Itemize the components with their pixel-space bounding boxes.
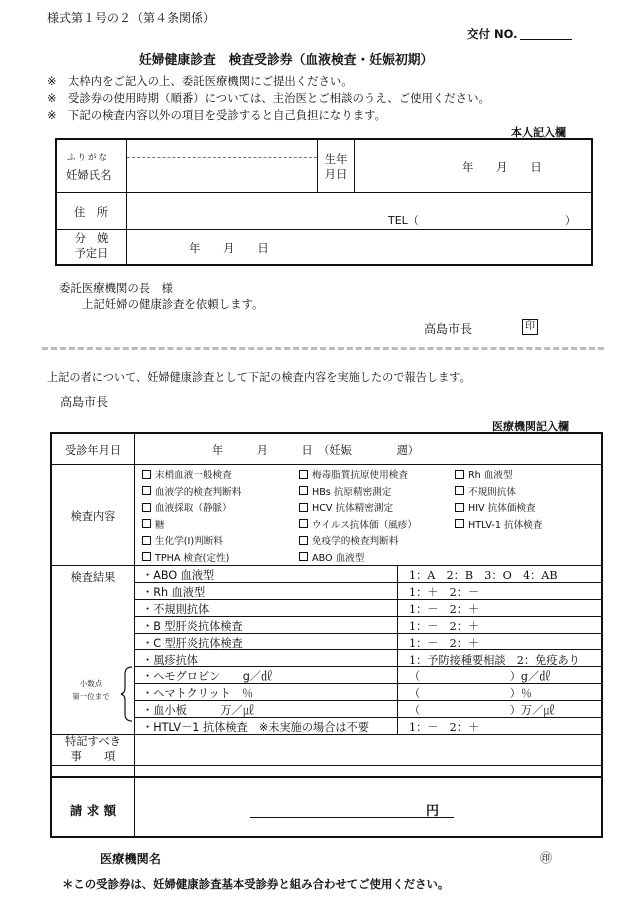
birth-label: 生年 月日 [324, 152, 348, 181]
request-to: 委託医療機関の長 様 [59, 281, 173, 295]
checkbox-icon[interactable] [455, 519, 464, 528]
visit-date-label: 受診年月日 [65, 444, 121, 457]
result-options[interactable]: （ ）％ [409, 687, 533, 701]
result-name: ・Rh 血液型 [142, 585, 206, 599]
address-label: 住 所 [74, 205, 109, 219]
billing-amount-field[interactable] [250, 817, 454, 818]
issue-no-line[interactable] [520, 39, 572, 40]
checkbox-icon[interactable] [455, 470, 464, 479]
result-name: ・風疹抗体 [142, 653, 198, 667]
checkbox-item[interactable] [455, 499, 542, 516]
request-body: 上記妊婦の健康診査を依頼します。 [82, 297, 264, 311]
name-label: 妊婦氏名 [66, 168, 112, 182]
checkbox-label: HTLV-1 抗体検査 [468, 519, 543, 531]
result-name: ・B 型肝炎抗体検査 [142, 619, 243, 633]
checkbox-label: 糖 [155, 519, 165, 531]
due-date-label: 分 娩 予定日 [74, 232, 109, 260]
yen-label: 円 [426, 804, 440, 819]
seal-icon: 印 [522, 319, 538, 335]
issue-no-label: 交付 NO. [467, 27, 518, 41]
page-title: 妊婦健康診査 検査受診券（血液検査・妊娠初期） [139, 53, 434, 68]
results-label: 検査結果 [70, 571, 116, 584]
result-options[interactable]: （ ）g／㎗ [409, 670, 551, 684]
result-name: ・ヘモグロビン g／㎗ [142, 670, 273, 684]
note-3: ※ 下記の検査内容以外の項目を受診すると自己負担になります。 [47, 108, 386, 122]
result-options[interactable]: （ ）万／㎕ [409, 704, 555, 718]
result-options[interactable]: 1：－ 2：＋ [409, 721, 480, 735]
tel-close: ） [565, 214, 576, 227]
items-col-2 [299, 466, 417, 565]
decimal-note: 小数点 第一位まで [72, 679, 110, 701]
checkbox-icon[interactable] [455, 486, 464, 495]
address-field[interactable] [131, 196, 421, 226]
checkbox-item[interactable] [142, 483, 241, 500]
checkbox-label: 血液採取（静脈） [155, 503, 232, 515]
checkbox-label: HCV 抗体精密測定 [312, 503, 394, 515]
checkbox-label: HBs 抗原精密測定 [312, 486, 392, 498]
checkbox-icon[interactable] [142, 503, 151, 512]
checkbox-label: ウイルス抗体価（風疹） [312, 519, 417, 531]
checkbox-item[interactable] [455, 483, 542, 500]
note-1: ※ 太枠内をご記入の上、委託医療機関にご提出ください。 [47, 74, 353, 88]
brace-icon [120, 666, 134, 722]
checkbox-icon[interactable] [142, 536, 151, 545]
checkbox-item[interactable] [142, 549, 241, 566]
items-col-3 [455, 466, 542, 532]
birth-date-field[interactable]: 年 月 日 [462, 160, 542, 174]
checkbox-item[interactable] [299, 483, 417, 500]
result-name: ・C 型肝炎抗体検査 [142, 636, 243, 650]
checkbox-item[interactable] [299, 549, 417, 566]
checkbox-item[interactable] [142, 532, 241, 549]
institution-section-label: 医療機関記入欄 [492, 420, 569, 433]
result-name: ・不規則抗体 [142, 602, 210, 616]
result-name: ・血小板 万／㎕ [142, 704, 254, 718]
due-date-field[interactable]: 年 月 日 [189, 241, 269, 255]
footer-seal-icon: ㊞ [540, 851, 553, 865]
note-2: ※ 受診券の使用時期（順番）については、主治医とご相談のうえ、ご使用ください。 [47, 91, 490, 105]
checkbox-label: 免疫学的検査判断料 [312, 536, 399, 548]
checkbox-label: 梅毒脂質抗原使用検査 [312, 470, 408, 482]
report-intro: 上記の者について、妊婦健康診査として下記の検査内容を実施したので報告します。 [47, 371, 471, 384]
form-number: 様式第１号の２（第４条関係） [47, 11, 216, 25]
checkbox-label: ABO 血液型 [312, 552, 365, 564]
checkbox-icon[interactable] [455, 503, 464, 512]
notes [47, 73, 490, 124]
checkbox-icon[interactable] [299, 519, 308, 528]
checkbox-item[interactable] [142, 466, 241, 483]
checkbox-item[interactable] [455, 466, 542, 483]
name-field[interactable] [131, 162, 311, 188]
report-mayor: 高島市長 [60, 395, 109, 409]
tel-field[interactable] [427, 210, 557, 226]
checkbox-icon[interactable] [299, 552, 308, 561]
checkbox-icon[interactable] [142, 486, 151, 495]
applicant-section-label: 本人記入欄 [511, 126, 566, 139]
result-options[interactable]: 1：－ 2：＋ [409, 619, 480, 633]
result-name: ・ヘマトクリット ％ [142, 687, 254, 701]
furigana-label: ふりがな [67, 153, 110, 163]
report-table [50, 432, 603, 838]
tel-label: TEL（ [388, 214, 419, 227]
result-options[interactable]: 1：－ 2：＋ [409, 602, 480, 616]
cut-line [42, 347, 604, 350]
checkbox-item[interactable] [142, 516, 241, 533]
result-name: ・ABO 血液型 [142, 569, 215, 582]
result-options[interactable]: 1：A 2：B 3：O 4：AB [409, 569, 558, 582]
checkbox-item[interactable] [455, 516, 542, 533]
checkbox-item[interactable] [142, 499, 241, 516]
checkbox-icon[interactable] [299, 536, 308, 545]
result-options[interactable]: 1：＋ 2：－ [409, 585, 480, 599]
result-name: ・HTLV－1 抗体検査 ※未実施の場合は不要 [142, 721, 369, 735]
checkbox-icon[interactable] [142, 470, 151, 479]
institution-name-label: 医療機関名 [100, 852, 161, 866]
checkbox-item[interactable] [299, 499, 417, 516]
checkbox-label: Rh 血液型 [468, 470, 513, 482]
checkbox-icon[interactable] [299, 503, 308, 512]
checkbox-icon[interactable] [299, 486, 308, 495]
checkbox-label: 血液学的検査判断料 [155, 486, 242, 498]
billing-label: 請 求 額 [69, 803, 117, 818]
request-mayor: 高島市長 [424, 322, 473, 336]
checkbox-item[interactable] [299, 532, 417, 549]
footer-note: ＊この受診券は、妊婦健康診査基本受診券と組み合わせてご使用ください。 [62, 877, 450, 891]
checkbox-label: 末梢血液一般検査 [155, 470, 232, 482]
special-notes-field[interactable] [138, 737, 593, 763]
checkbox-label: 生化学(Ⅰ)判断料 [155, 536, 223, 548]
checkbox-icon[interactable] [142, 552, 151, 561]
special-notes-label: 特記すべき 事 項 [65, 735, 121, 763]
checkbox-label: HIV 抗体価検査 [468, 503, 536, 515]
items-col-1 [142, 466, 241, 565]
checkbox-icon[interactable] [142, 519, 151, 528]
institution-name-field[interactable] [200, 846, 530, 866]
checkbox-label: TPHA 検査(定性) [155, 552, 230, 564]
checkbox-icon[interactable] [299, 470, 308, 479]
applicant-table [55, 138, 593, 266]
visit-date-field[interactable]: 年 月 日 （妊娠 週） [212, 444, 419, 457]
checkbox-item[interactable] [299, 466, 417, 483]
result-options[interactable]: 1：－ 2：＋ [409, 636, 480, 650]
checkbox-label: 不規則抗体 [468, 486, 516, 498]
items-label: 検査内容 [70, 510, 116, 523]
checkbox-item[interactable] [299, 516, 417, 533]
result-options[interactable]: 1：予防接種要相談 2：免疫あり [409, 653, 580, 667]
